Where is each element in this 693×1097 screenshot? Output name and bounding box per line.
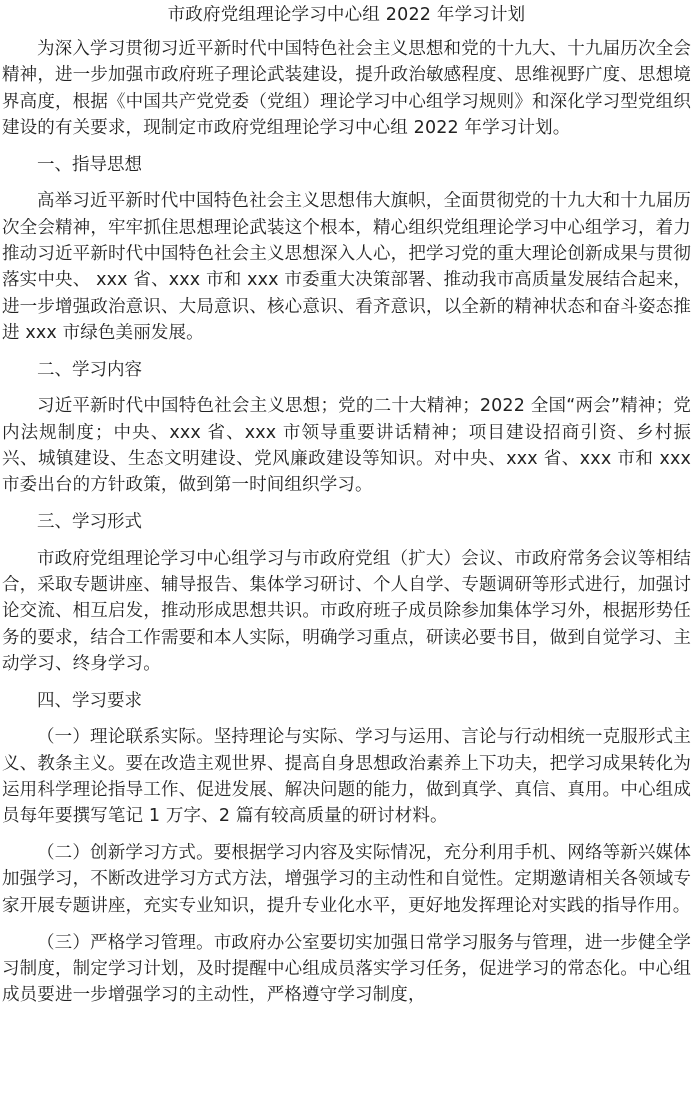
intro-paragraph: 为深入学习贯彻习近平新时代中国特色社会主义思想和党的十九大、十九届历次全会精神，进一步加强市政府班子理论武装建设，提升政治敏感程度、思维视野广度、思想境界高度，根据《中国共产党党委（党组）理论学习中心组学习规则》和深化学习型党组织建设的有关要求，现制定市政府党组理论学习中心组 2022 年学习计划。 bbox=[2, 39, 691, 138]
study-content-paragraph: 习近平新时代中国特色社会主义思想；党的二十大精神；2022 全国“两会”精神；党内法规制度；中央、xxx 省、xxx 市领导重要讲话精神；项目建设招商引资、乡村振兴、城镇建设、生态文明建设、党风廉政建设等知识。对中央、xxx 省、xxx 市和 xxx 市委出台的方针政策，做到第一时间组织学习。 bbox=[2, 396, 691, 496]
section-heading-study-requirements: 四、学习要求 bbox=[37, 690, 142, 711]
guiding-thought-paragraph: 高举习近平新时代中国特色社会主义思想伟大旗帜，全面贯彻党的十九大和十九届历次全会精神，牢牢抓住思想理论武装这个根本，精心组织党组理论学习中心组学习，着力推动习近平新时代中国特色社会主义思想深入人心，把学习党的重大理论创新成果与贯彻落实中央、 xxx 省、xxx 市和 xxx 市委重大决策部署、推动我市高质量发展结合起来，进一步增强政治意识、大局意识、核心意识、看齐意识，以全新的精神状态和奋斗姿态推进 xxx 市绿色美丽发展。 bbox=[2, 191, 691, 343]
requirement-strict-management-paragraph: （三）严格学习管理。市政府办公室要切实加强日常学习服务与管理，进一步健全学习制度，制定学习计划，及时提醒中心组成员落实学习任务，促进学习的常态化。中心组成员要进一步增强学习的主动性，严格遵守学习制度， bbox=[2, 932, 691, 1006]
section-heading-study-form: 三、学习形式 bbox=[37, 512, 142, 533]
requirement-innovate-methods-paragraph: （二）创新学习方式。要根据学习内容及实际情况，充分利用手机、网络等新兴媒体加强学习，不断改进学习方式方法，增强学习的主动性和自觉性。定期邀请相关各领域专家开展专题讲座，充实专业知识，提升专业化水平，更好地发挥理论对实践的指导作用。 bbox=[2, 843, 691, 916]
requirement-theory-practice-paragraph: （一）理论联系实际。坚持理论与实际、学习与运用、言论与行动相统一克服形式主义、教条主义。要在改造主观世界、提高自身思想政治素养上下功夫，把学习成果转化为运用科学理论指导工作、促进发展、解决问题的能力，做到真学、真信、真用。中心组成员每年要撰写笔记 1 万字、2 篇有较高质量的研讨材料。 bbox=[2, 727, 691, 827]
section-heading-study-content: 二、学习内容 bbox=[37, 359, 142, 380]
document-title: 市政府党组理论学习中心组 2022 年学习计划 bbox=[167, 5, 526, 25]
study-form-paragraph: 市政府党组理论学习中心组学习与市政府党组（扩大）会议、市政府常务会议等相结合，采取专题讲座、辅导报告、集体学习研讨、个人自学、专题调研等形式进行，加强讨论交流、相互启发，推动形成思想共识。市政府班子成员除参加集体学习外，根据形势任务的要求，结合工作需要和本人实际，明确学习重点，研读必要书目，做到自觉学习、主动学习、终身学习。 bbox=[2, 548, 691, 674]
section-heading-guiding-thought: 一、指导思想 bbox=[37, 154, 142, 175]
